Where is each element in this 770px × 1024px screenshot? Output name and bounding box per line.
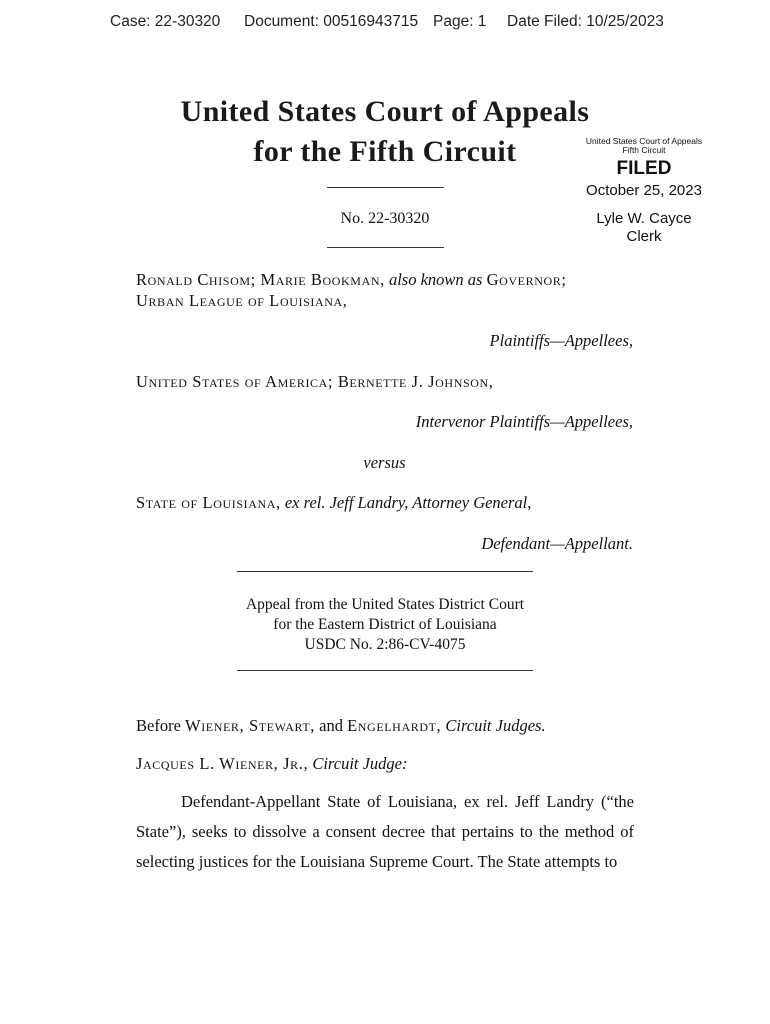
stamp-filed-label: FILED — [616, 158, 672, 179]
plaintiff-governor: Governor; — [486, 270, 567, 289]
plaintiffs-role: Plaintiffs—Appellees, — [489, 331, 633, 350]
panel-line — [136, 716, 546, 736]
divider-rule — [327, 187, 444, 188]
panel-before: Before — [136, 716, 181, 735]
stamp-clerk-title: Clerk — [626, 228, 662, 245]
plaintiffs-names-line1 — [136, 270, 567, 290]
date-filed-header: Date Filed: 10/25/2023 — [507, 13, 664, 30]
appeal-line3: USDC No. 2:86-CV-4075 — [304, 636, 466, 653]
author-title: Circuit Judge: — [312, 754, 408, 773]
panel-and: and — [319, 716, 343, 735]
intervenors-role: Intervenor Plaintiffs—Appellees, — [415, 412, 633, 431]
defendant-comma: , — [527, 493, 532, 512]
defendant-role: Defendant—Appellant. — [481, 534, 633, 553]
plaintiffs-names: Ronald Chisom; Marie Bookman, — [136, 270, 385, 289]
author-name: Jacques L. Wiener, Jr., — [136, 754, 309, 773]
stamp-clerk-name: Lyle W. Cayce — [596, 210, 692, 227]
court-subtitle: for the Fifth Circuit — [253, 135, 517, 168]
stamp-filed-date: October 25, 2023 — [586, 182, 702, 199]
divider-rule — [327, 247, 444, 248]
appeal-line1: Appeal from the United States District Court — [245, 596, 525, 613]
author-line — [136, 754, 408, 774]
docket-number: No. 22-30320 — [340, 210, 430, 227]
panel-title: Circuit Judges. — [445, 716, 546, 735]
document-number-header: Document: 00516943715 — [244, 13, 419, 30]
defendant-line — [136, 493, 531, 513]
divider-rule — [237, 670, 533, 671]
appeal-line2: for the Eastern District of Louisiana — [273, 616, 497, 633]
defendant-name: State of Louisiana, — [136, 493, 281, 512]
defendant-detail: ex rel. Jeff Landry, Attorney General — [284, 493, 528, 512]
opinion-paragraph: Defendant-Appellant State of Louisiana, ex rel. Jeff Landry (“the State”), seeks to dissolve a consent decree that pertains to the method of selecting justices for the Louisiana Supreme Court. The State attempts to — [136, 792, 634, 871]
panel-judges: Wiener, Stewart, — [185, 716, 316, 735]
panel-judge3: Engelhardt, — [347, 716, 442, 735]
stamp-court-line: United States Court of Appeals Fifth Circuit — [585, 136, 703, 155]
court-title: United States Court of Appeals — [180, 95, 590, 128]
versus-label: versus — [363, 453, 406, 472]
divider-rule — [237, 571, 533, 572]
page-number-header: Page: 1 — [433, 13, 487, 30]
aka-text: also known as — [388, 270, 483, 289]
intervenors-names: United States of America; Bernette J. Johnson, — [136, 372, 494, 391]
plaintiffs-names-line2: Urban League of Louisiana, — [136, 291, 348, 310]
case-number-header: Case: 22-30320 — [110, 13, 221, 30]
